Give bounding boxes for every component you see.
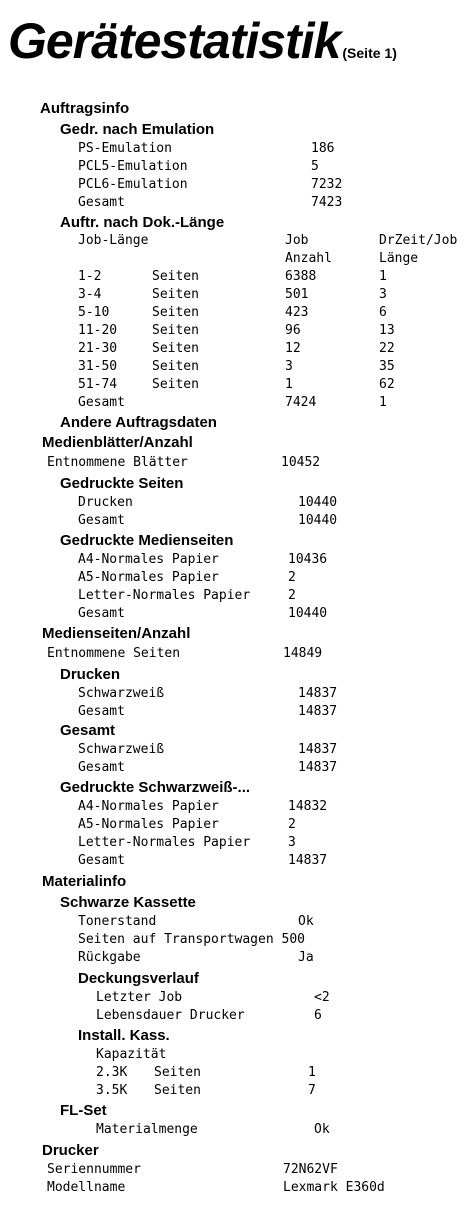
field-label: PCL6-Emulation [78,177,188,192]
field-label: 2.3K [96,1065,128,1080]
field-value: <2 [314,990,330,1005]
field-label: A4-Normales Papier [78,552,219,567]
section-heading: Gedruckte Medienseiten [60,532,234,549]
field-label: Anzahl [285,251,332,266]
field-label: PCL5-Emulation [78,159,188,174]
section-heading: Gesamt [60,722,116,739]
section-heading-row [0,1142,474,1160]
field-value: 186 [311,141,335,156]
data-row [0,834,474,852]
field-value: Seiten [152,341,199,356]
data-row [0,816,474,834]
field-label: 21-30 [78,341,118,356]
field-value: Länge [379,251,419,266]
section-heading: Install. Kass. [78,1027,170,1044]
data-row [0,685,474,703]
field-value: Seiten [152,323,199,338]
field-label: Gesamt [78,395,125,410]
section-heading-row [0,625,474,643]
field-value: Ok [314,1122,330,1137]
field-value: 2 [288,570,296,585]
field-label: A5-Normales Papier [78,570,219,585]
field-value: 96 [285,323,301,338]
section-heading-row [0,121,474,139]
section-heading: Medienseiten/Anzahl [42,625,191,642]
section-heading: Drucken [60,666,121,683]
section-heading-row [0,873,474,891]
field-label: Gesamt [78,853,125,868]
data-row [0,949,474,967]
field-label: 51-74 [78,377,118,392]
page-number-label: (Seite 1) [342,45,397,61]
data-row [0,741,474,759]
data-row [0,645,474,663]
section-heading: Materialinfo [42,873,127,890]
section-heading: Auftr. nach Dok.-Länge [60,214,225,231]
field-label: Seiten auf Transportwagen [78,932,274,947]
data-row [0,1082,474,1100]
field-value: 2 [288,588,296,603]
section-heading-row [0,434,474,452]
field-label: Materialmenge [96,1122,198,1137]
section-heading-row [0,722,474,740]
field-value: 1 [379,395,387,410]
field-value: 72N62VF [283,1162,338,1177]
field-label: Seriennummer [47,1162,141,1177]
field-label: PS-Emulation [78,141,172,156]
title-text: Gerätestatistik [8,13,341,69]
field-value: Seiten [152,359,199,374]
field-value: DrZeit/Job [379,233,458,248]
field-label: Gesamt [78,513,125,528]
field-label: Drucken [78,495,133,510]
section-heading-row [0,532,474,550]
field-label: Rückgabe [78,950,141,965]
section-heading: Drucker [42,1142,99,1159]
section-heading: Gedruckte Schwarzweiß-... [60,779,251,796]
field-label: Letter-Normales Papier [78,588,251,603]
data-row [0,1007,474,1025]
field-label: Entnommene Seiten [47,646,181,661]
field-label: Schwarzweiß [78,742,165,757]
field-value: 10440 [298,495,338,510]
data-row [0,304,474,322]
field-label: Letter-Normales Papier [78,835,251,850]
field-value: 10452 [281,455,321,470]
field-label: 1-2 [78,269,102,284]
field-value: 12 [285,341,301,356]
data-row [0,1046,474,1064]
field-value: 14837 [298,686,338,701]
field-value: Seiten [152,269,199,284]
data-row [0,1064,474,1082]
field-label: Kapazität [96,1047,167,1062]
field-value: 7232 [311,177,343,192]
field-label: 31-50 [78,359,118,374]
field-value: 22 [379,341,395,356]
field-value: 14837 [298,742,338,757]
data-row [0,759,474,777]
data-row [0,1161,474,1179]
field-label: Entnommene Blätter [47,455,188,470]
data-row [0,587,474,605]
field-value: 6 [379,305,387,320]
data-row [0,454,474,472]
section-heading: Gedr. nach Emulation [60,121,215,138]
data-row [0,551,474,569]
data-row [0,931,474,949]
field-label: Tonerstand [78,914,157,929]
field-value: 7423 [311,195,343,210]
field-value: 500 [281,932,305,947]
data-row [0,1179,474,1197]
field-value: 501 [285,287,309,302]
field-value: 14837 [298,760,338,775]
data-row [0,322,474,340]
section-heading: Medienblätter/Anzahl [42,434,193,451]
page-title [8,6,397,76]
field-label: Gesamt [78,606,125,621]
field-value: 1 [285,377,293,392]
field-label: 5-10 [78,305,110,320]
section-heading-row [0,214,474,232]
data-row [0,250,474,268]
section-heading: Andere Auftragsdaten [60,414,217,431]
section-heading: Gedruckte Seiten [60,475,184,492]
field-value: 10436 [288,552,328,567]
field-value: 3 [379,287,387,302]
field-label: Gesamt [78,704,125,719]
field-value: 3 [285,359,293,374]
field-value: 7 [308,1083,316,1098]
field-value: Ok [298,914,314,929]
field-value: 6388 [285,269,317,284]
data-row [0,494,474,512]
section-heading: Deckungsverlauf [78,970,199,987]
data-row [0,232,474,250]
field-value: 14837 [288,853,328,868]
field-value: 14849 [283,646,323,661]
data-row [0,158,474,176]
field-value: 7424 [285,395,317,410]
data-row [0,1121,474,1139]
field-value: Seiten [154,1065,201,1080]
section-heading-row [0,779,474,797]
data-row [0,140,474,158]
section-heading: Schwarze Kassette [60,894,196,911]
field-label: Schwarzweiß [78,686,165,701]
field-value: Seiten [152,287,199,302]
data-row [0,703,474,721]
section-heading-row [0,970,474,988]
field-value: 10440 [288,606,328,621]
field-label: 3.5K [96,1083,128,1098]
data-row [0,913,474,931]
field-value: 1 [308,1065,316,1080]
section-heading-row [0,414,474,432]
field-label: Job-Länge [78,233,149,248]
section-heading: Auftragsinfo [40,100,130,117]
data-row [0,358,474,376]
section-heading-row [0,666,474,684]
field-value: 5 [311,159,319,174]
field-value: 10440 [298,513,338,528]
field-value: 13 [379,323,395,338]
data-row [0,798,474,816]
field-value: 2 [288,817,296,832]
section-heading-row [0,894,474,912]
section-heading: FL-Set [60,1102,107,1119]
field-value: 3 [288,835,296,850]
field-label: Gesamt [78,195,125,210]
section-heading-row [0,475,474,493]
field-value: 35 [379,359,395,374]
field-label: Gesamt [78,760,125,775]
field-label: Letzter Job [96,990,183,1005]
field-value: Lexmark E360d [283,1180,385,1195]
data-row [0,512,474,530]
field-value: 6 [314,1008,322,1023]
field-value: 14837 [298,704,338,719]
field-label: 3-4 [78,287,102,302]
data-row [0,569,474,587]
field-value: 14832 [288,799,328,814]
data-row [0,376,474,394]
field-label: Modellname [47,1180,126,1195]
section-heading-row [0,100,474,118]
field-value: Seiten [152,377,199,392]
data-row [0,286,474,304]
field-value: Job [285,233,309,248]
field-value: 423 [285,305,309,320]
section-heading-row [0,1102,474,1120]
data-row [0,605,474,623]
data-row [0,989,474,1007]
section-heading-row [0,1027,474,1045]
field-value: 1 [379,269,387,284]
data-row [0,852,474,870]
field-value: Ja [298,950,314,965]
field-label: Lebensdauer Drucker [96,1008,245,1023]
field-value: 62 [379,377,395,392]
field-label: A5-Normales Papier [78,817,219,832]
field-value: Seiten [152,305,199,320]
inline-field [78,931,305,949]
field-label: A4-Normales Papier [78,799,219,814]
data-row [0,194,474,212]
data-row [0,268,474,286]
data-row [0,176,474,194]
field-label: 11-20 [78,323,118,338]
data-row [0,340,474,358]
data-row [0,394,474,412]
field-value: Seiten [154,1083,201,1098]
